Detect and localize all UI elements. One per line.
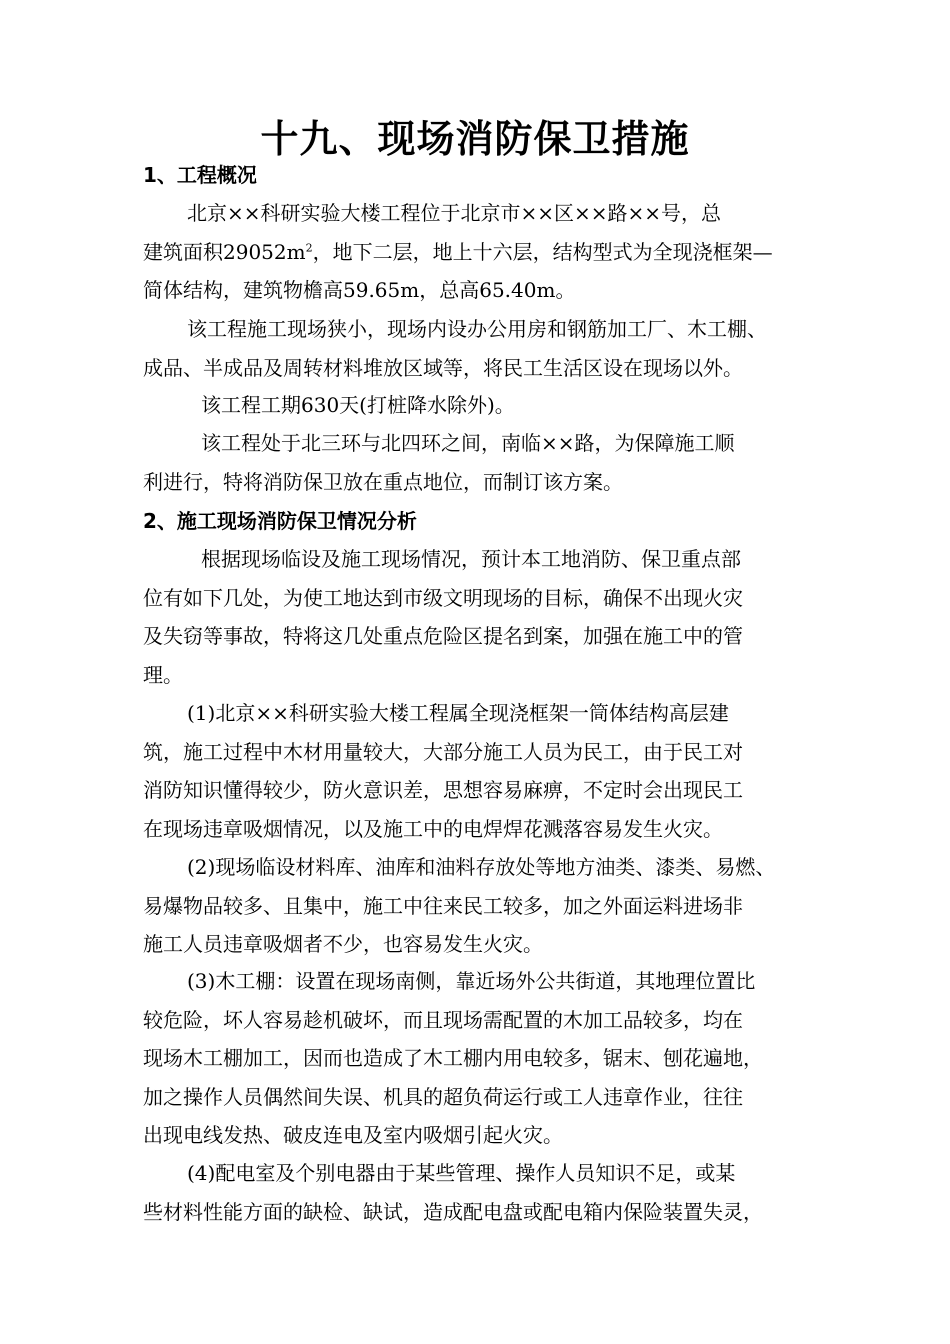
- text-line: 消防知识懂得较少，防火意识差，思想容易麻痹，不定时会出现民工: [143, 778, 743, 802]
- text-line: 该工程工期630天(打桩降水除外)。: [201, 393, 515, 417]
- section2-paragraph-1: [143, 540, 811, 694]
- superscript: 2: [305, 240, 313, 254]
- section2-paragraph-3: [143, 848, 811, 964]
- text-fragment: 建筑面积29052m: [143, 239, 306, 264]
- text-line: 及失窃等事故，特将这几处重点危险区提名到案，加强在施工中的管: [143, 624, 743, 648]
- section-heading-2: 2、施工现场消防保卫情况分析: [143, 509, 417, 533]
- text-line: 成品、半成品及周转材料堆放区域等，将民工生活区设在现场以外。: [143, 355, 743, 380]
- text-line: 简体结构，建筑物檐高59.65m，总高65.40m。: [143, 278, 576, 302]
- text-line: 现场木工棚加工，因而也造成了木工棚内用电较多，锯末、刨花遍地，: [143, 1046, 763, 1070]
- text-line: 些材料性能方面的缺检、缺试，造成配电盘或配电箱内保险装置失灵，: [143, 1199, 763, 1224]
- section1-paragraph-2: [143, 310, 811, 387]
- section-heading-1: 1、工程概况: [143, 163, 257, 187]
- text-fragment: ，地下二层，地上十六层，结构型式为全现浇框架—: [312, 239, 773, 264]
- page-title: 十九、现场消防保卫措施: [260, 117, 690, 161]
- text-line: 较危险，坏人容易趁机破坏，而且现场需配置的木加工品较多，均在: [143, 1007, 743, 1032]
- section2-paragraph-2: [143, 694, 811, 848]
- text-line: (3)木工棚：设置在现场南侧，靠近场外公共街道，其地理位置比: [187, 969, 756, 993]
- text-line: [143, 233, 811, 272]
- section1-paragraph-1: [143, 194, 811, 310]
- text-line: 理。: [143, 662, 183, 687]
- section1-paragraph-3: [143, 386, 811, 425]
- text-line: 在现场违章吸烟情况，以及施工中的电焊焊花溅落容易发生火灾。: [143, 816, 723, 841]
- text-line: 北京××科研实验大楼工程位于北京市××区××路××号，总: [187, 201, 722, 225]
- text-line: 易爆物品较多、且集中，施工中往来民工较多，加之外面运料进场非: [143, 893, 743, 918]
- text-line: 该工程施工现场狭小，现场内设办公用房和钢筋加工厂、木工棚、: [187, 317, 767, 341]
- section2-paragraph-4: [143, 962, 811, 1155]
- text-line: 筑，施工过程中木材用量较大，大部分施工人员为民工，由于民工对: [143, 739, 743, 764]
- text-line: 出现电线发热、破皮连电及室内吸烟引起火灾。: [143, 1123, 563, 1147]
- section1-paragraph-4: [143, 424, 811, 501]
- text-line: (1)北京××科研实验大楼工程属全现浇框架一筒体结构高层建: [187, 701, 729, 725]
- text-line: 加之操作人员偶然间失误、机具的超负荷运行或工人违章作业，往往: [143, 1084, 743, 1109]
- section2-paragraph-5: [143, 1154, 811, 1231]
- text-line: 位有如下几处，为使工地达到市级文明现场的目标，确保不出现火灾: [143, 585, 743, 610]
- text-line: (4)配电室及个别电器由于某些管理、操作人员知识不足，或某: [187, 1161, 736, 1185]
- text-line: 该工程处于北三环与北四环之间，南临××路，为保障施工顺: [201, 431, 735, 455]
- text-line: 根据现场临设及施工现场情况，预计本工地消防、保卫重点部: [201, 547, 741, 571]
- text-line: (2)现场临设材料库、油库和油料存放处等地方油类、漆类、易燃、: [187, 855, 776, 879]
- text-line: 施工人员违章吸烟者不少，也容易发生火灾。: [143, 932, 543, 956]
- text-line: 利进行，特将消防保卫放在重点地位，而制订该方案。: [143, 469, 623, 494]
